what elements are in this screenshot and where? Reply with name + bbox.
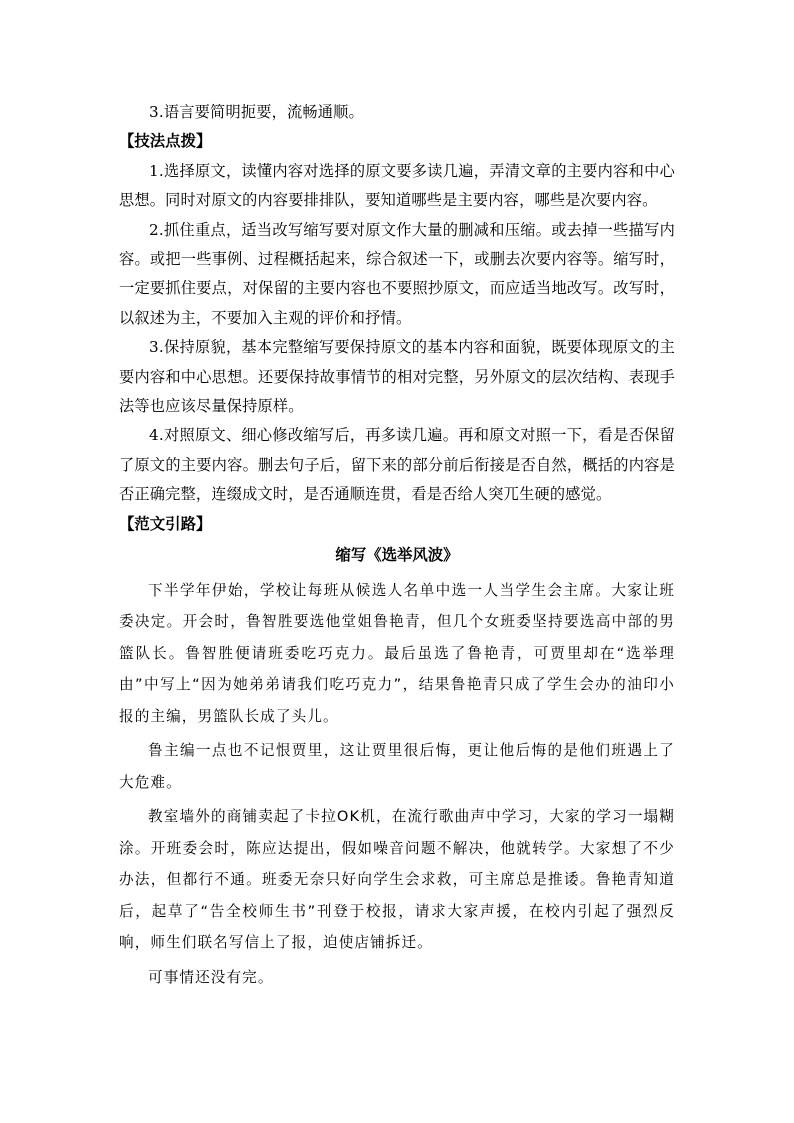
essay-title: 缩写《选举风波》 bbox=[335, 546, 459, 565]
tip-paragraph-2: 2.抓住重点，适当改写缩写要对原文作大量的删减和压缩。或去掉一些描写内容。或把一些事例、过程概括起来，综合叙述一下，或删去次要内容等。缩写时，一定要抓住要点，对保留的主要内容也不要照抄原文，而应适当地改写。改写时，以叙述为主，不要加入主观的评价和抒情。 bbox=[119, 220, 675, 327]
tip-paragraph-4: 4.对照原文、细心修改缩写后，再多读几遍。再和原文对照一下，看是否保留了原文的主要内容。删去句子后，留下来的部分前后衔接是否自然，概括的内容是否正确完整，连缀成文时，是否通顺连贯，看是否给人突兀生硬的感觉。 bbox=[119, 426, 675, 504]
document-content bbox=[119, 98, 675, 996]
essay-paragraph-1: 下半学年伊始，学校让每班从候选人名单中选一人当学生会主席。大家让班委决定。开会时，鲁智胜要选他堂姐鲁艳青，但几个女班委坚持要选高中部的男篮队长。鲁智胜便请班委吃巧克力。最后虽选了鲁艳青，可贾里却在“选举理由”中写上“因为她弟弟请我们吃巧克力”，结果鲁艳青只成了学生会办的油印小报的主编，男篮队长成了头儿。 bbox=[119, 581, 675, 725]
section-heading-tips: 【技法点拨】 bbox=[119, 132, 212, 151]
intro-line: 3.语言要简明扼要，流畅通顺。 bbox=[149, 103, 364, 121]
essay-paragraph-4: 可事情还没有完。 bbox=[148, 968, 274, 986]
essay-paragraph-3: 教室墙外的商铺卖起了卡拉OK机，在流行歌曲声中学习，大家的学习一塌糊涂。开班委会时，陈应达提出，假如噪音问题不解决，他就转学。大家想了不少办法，但都行不通。班委无奈只好向学生会求救，可主席总是推诿。鲁艳青知道后，起草了“告全校师生书”刊登于校报，请求大家声援，在校内引起了强烈反响，师生们联名写信上了报，迫使店铺拆迁。 bbox=[119, 808, 675, 951]
essay-body bbox=[119, 575, 675, 994]
tip-paragraph-3: 3.保持原貌，基本完整缩写要保持原文的基本内容和面貌，既要体现原文的主要内容和中心思想。还要保持故事情节的相对完整，另外原文的层次结构、表现手法等也应该尽量保持原样。 bbox=[119, 338, 675, 416]
tip-paragraph-1: 1.选择原文，读懂内容对选择的原文要多读几遍，弄清文章的主要内容和中心思想。同时对原文的内容要排排队，要知道哪些是主要内容，哪些是次要内容。 bbox=[119, 161, 675, 210]
section-heading-examples: 【范文引路】 bbox=[119, 514, 212, 533]
essay-paragraph-2: 鲁主编一点也不记恨贾里，这让贾里很后悔，更让他后悔的是他们班遇上了大危难。 bbox=[119, 742, 675, 791]
